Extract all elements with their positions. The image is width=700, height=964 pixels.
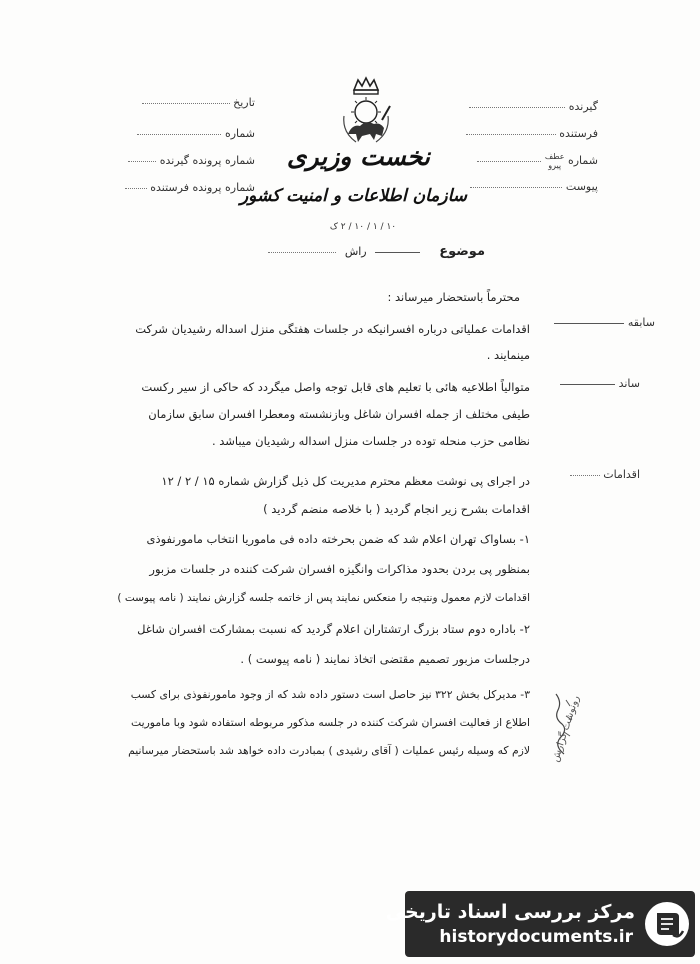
margin-dash: [560, 383, 615, 385]
header-right-label: فرستنده: [559, 127, 598, 140]
body-line: اطلاع از فعالیت افسران شرکت کننده در جلسه مذکور مربوطه استفاده شود وبا ماموریت: [130, 716, 530, 729]
dotted-line: [469, 106, 565, 108]
sub-label-followup: پیرو: [548, 161, 562, 170]
header-left-field-date: [115, 96, 255, 109]
handwritten-mark-icon: [548, 690, 578, 760]
org-name-prime-ministry: نخست وزیری: [286, 142, 430, 171]
document-scroll-icon: [643, 899, 691, 949]
body-line: لازم که وسیله رئیس عملیات ( آقای رشیدی ) بمبادرت داده خواهد شد باستحضار میرسانیم: [128, 744, 530, 757]
dotted-line: [125, 187, 147, 189]
subject-value: راش: [344, 245, 367, 258]
dotted-line: [570, 474, 600, 476]
header-left-label: شماره پرونده فرستنده: [150, 181, 255, 194]
body-line: ۲- باداره دوم ستاد بزرگ ارتشتاران اعلام گردید که نسبت بمشارکت افسران شاغل: [137, 622, 530, 636]
header-right-field-sender: [458, 127, 598, 140]
lion-and-sun-crown-emblem-icon: [336, 76, 396, 146]
dotted-line: [142, 102, 230, 104]
dotted-line: [137, 133, 221, 135]
margin-label-background: [540, 316, 655, 329]
dotted-line: [466, 133, 556, 135]
header-left-field-sender-file: [115, 181, 255, 194]
header-right-field-attachment: [458, 180, 598, 193]
org-name-savak: سازمان اطلاعات و امنیت کشور: [239, 186, 467, 206]
header-left-label: تاریخ: [233, 96, 255, 109]
side-stamp: رونوشت گزارش: [550, 694, 582, 764]
header-right-label: شماره: [567, 154, 598, 167]
dotted-line: [477, 160, 541, 162]
body-line: اقدامات عملیاتی درباره افسرانیکه در جلسات هفتگی منزل اسداله رشیدیان شرکت: [135, 322, 530, 336]
margin-label-text: اقدامات: [603, 468, 640, 481]
number-sub-labels: [545, 152, 565, 170]
footer-url[interactable]: historydocuments.ir: [439, 927, 633, 947]
body-line: در اجرای پی نوشت معظم محترم مدیریت کل ذیل گزارش شماره ۱۵ / ۲ / ۱۲: [161, 474, 530, 488]
dotted-line: [128, 160, 156, 162]
sub-label-reference: عطف: [544, 152, 565, 161]
margin-label-documents: [540, 377, 640, 390]
salutation: محترماً باستحضار میرساند :: [387, 290, 520, 304]
subject-underline: [375, 251, 420, 253]
subject-row: [200, 244, 485, 259]
header-right-field-receiver: [458, 100, 598, 113]
header-right-label: پیوست: [565, 180, 598, 193]
header-left-label: شماره: [224, 127, 255, 140]
header-left-label: شماره پرونده گیرنده: [159, 154, 255, 167]
body-line: بمنظور پی بردن بحدود مذاکرات وانگیزه افسران شرکت کننده در جلسات مزبور: [149, 562, 530, 576]
body-line: ۳- مدیرکل بخش ۳۲۲ نیز حاصل است دستور داده شد که از وجود مامورنفوذی برای کسب: [130, 688, 530, 701]
subject-label: موضوع: [439, 244, 485, 259]
header-right-field-number: [458, 152, 598, 170]
body-line: نظامی حزب منحله توده در جلسات منزل اسداله رشیدیان میباشد .: [211, 434, 530, 448]
margin-label-text: سابقه: [627, 316, 655, 329]
dotted-line: [268, 251, 336, 253]
margin-label-text: ساند: [618, 377, 640, 390]
body-line: درجلسات مزبور تصمیم مقتضی اتخاذ نمایند ( نامه پیوست ) .: [240, 652, 530, 666]
footer-watermark: [385, 891, 695, 957]
header-left-field-receiver-file: [115, 154, 255, 167]
margin-label-actions: [545, 468, 640, 481]
header-right-label: گیرنده: [568, 100, 598, 113]
reference-code: ۱۰ / ۱ / ۱۰ / ۲ ک: [329, 222, 397, 232]
body-line: طیفی مختلف از جمله افسران شاغل وبازنشسته ومعطرا افسران سابق سازمان: [148, 407, 530, 421]
dotted-line: [470, 186, 562, 188]
header-left-field-number: [115, 127, 255, 140]
margin-dash: [554, 322, 624, 324]
body-line: مینمایند .: [486, 348, 530, 362]
footer-title: مرکز بررسی اسناد تاریخی: [385, 901, 635, 923]
body-line: اقدامات بشرح زیر انجام گردید ( با خلاصه منضم گردید ): [263, 502, 530, 516]
body-line: متوالیاً اطلاعیه هائی با تعلیم های قابل توجه واصل میگردد که حاکی از سیر رکست: [141, 380, 530, 394]
body-line: اقدامات لازم معمول ونتیجه را منعکس نمایند پس از خاتمه جلسه گزارش نمایند ( نامه پیوست ): [117, 592, 530, 604]
body-line: ۱- بساواک تهران اعلام شد که ضمن بحرخته داده فی ماموریا انتخاب مامورنفوذی: [146, 532, 530, 546]
